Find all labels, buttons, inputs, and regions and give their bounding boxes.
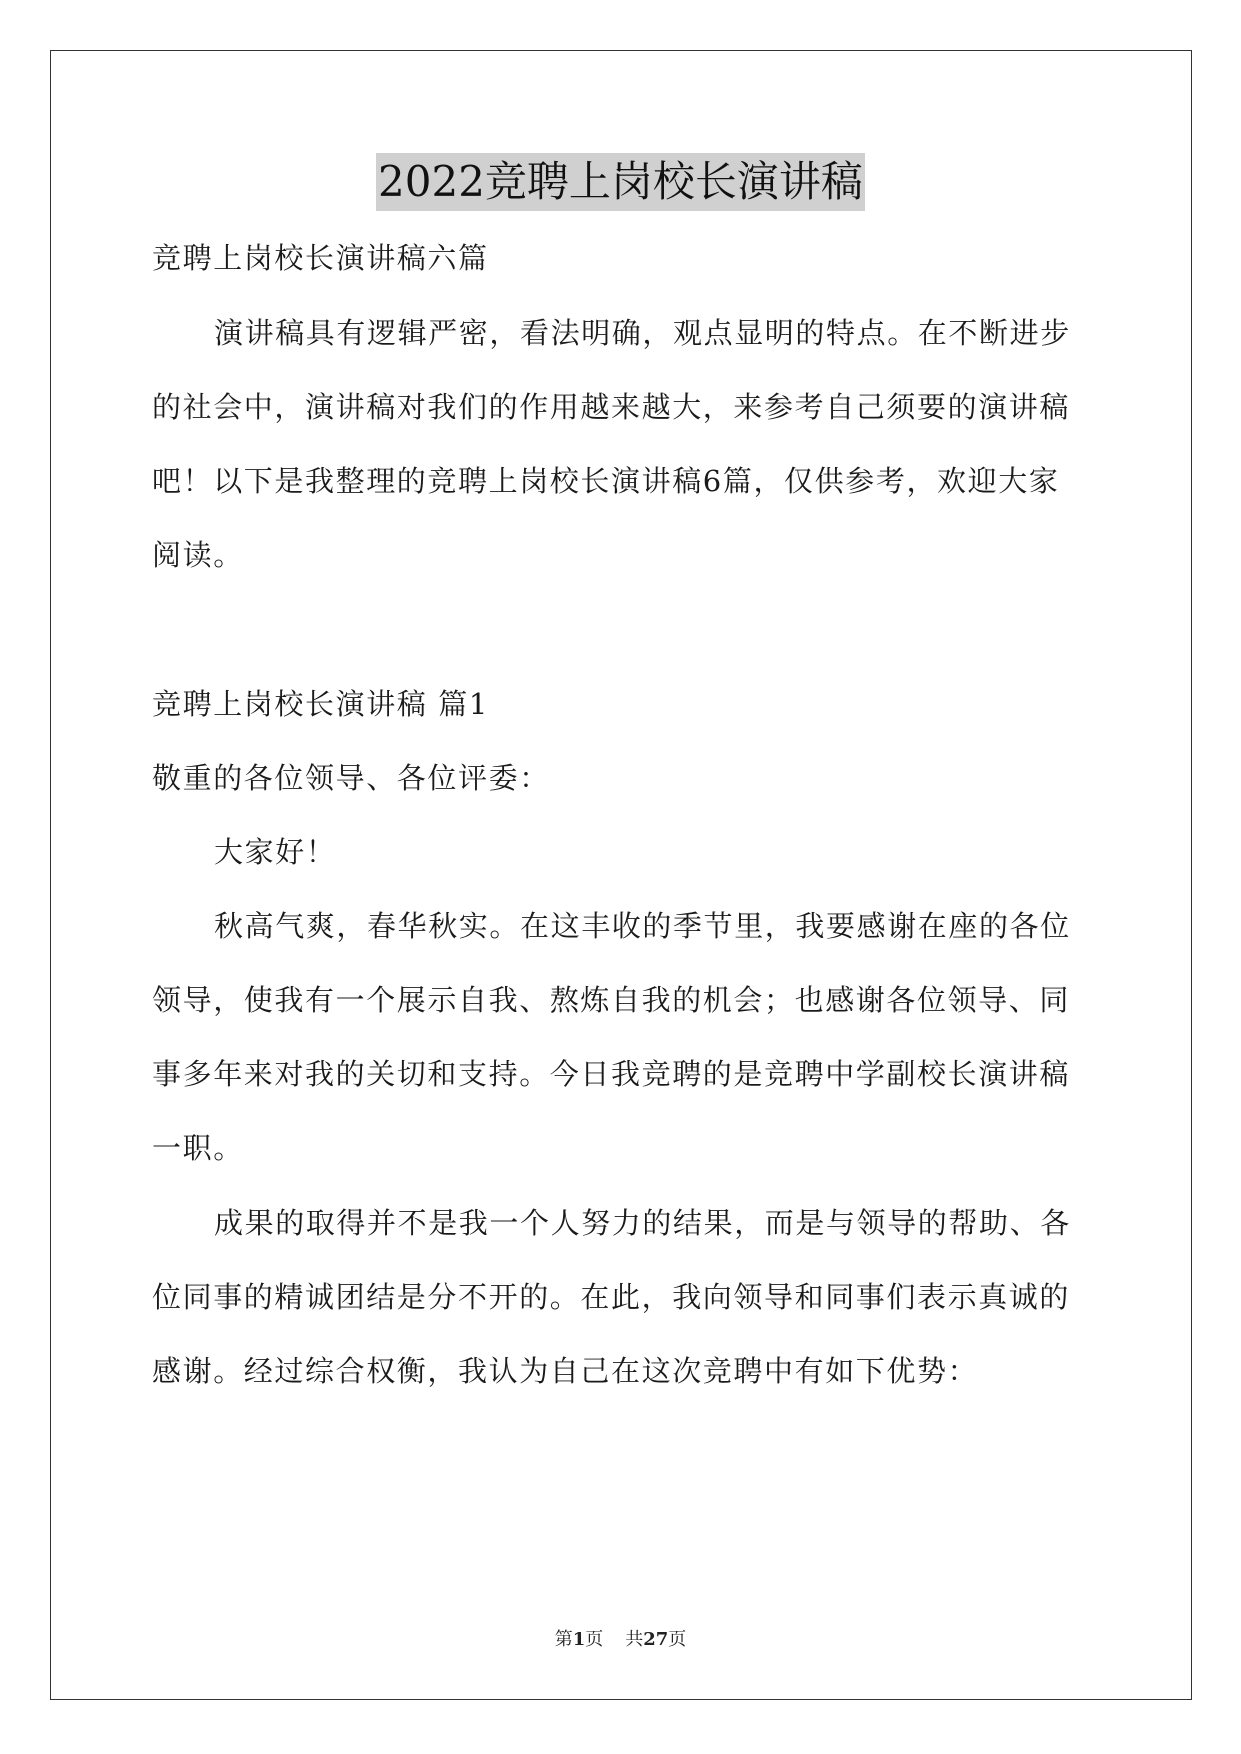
section-heading: 竞聘上岗校长演讲稿 篇1 [152, 687, 489, 721]
intro-line-2: 的社会中，演讲稿对我们的作用越来越大，来参考自己须要的演讲稿 [152, 390, 1071, 424]
page-current: 1 [572, 1629, 586, 1650]
salutation: 敬重的各位领导、各位评委： [152, 761, 550, 795]
paragraph1-line-3: 事多年来对我的关切和支持。今日我竞聘的是竞聘中学副校长演讲稿 [152, 1057, 1071, 1091]
intro-line-4: 阅读。 [152, 538, 244, 572]
page-total: 27 [643, 1629, 669, 1650]
document-subtitle: 竞聘上岗校长演讲稿六篇 [152, 241, 489, 275]
greeting: 大家好！ [214, 835, 337, 869]
title-container [0, 153, 1241, 211]
paragraph1-line-1: 秋高气爽，春华秋实。在这丰收的季节里，我要感谢在座的各位 [214, 909, 1071, 943]
paragraph1-line-2: 领导，使我有一个展示自我、熬炼自我的机会；也感谢各位领导、同 [152, 983, 1071, 1017]
document-title: 2022竞聘上岗校长演讲稿 [376, 153, 865, 211]
paragraph2-line-1: 成果的取得并不是我一个人努力的结果，而是与领导的帮助、各 [214, 1206, 1071, 1240]
paragraph1-line-4: 一职。 [152, 1131, 244, 1165]
total-prefix: 共 [625, 1629, 644, 1650]
page-border [50, 50, 1192, 1700]
page-prefix: 第 [554, 1629, 573, 1650]
paragraph2-line-2: 位同事的精诚团结是分不开的。在此，我向领导和同事们表示真诚的 [152, 1280, 1071, 1314]
total-suffix: 页 [668, 1629, 687, 1650]
intro-line-1: 演讲稿具有逻辑严密，看法明确，观点显明的特点。在不断进步 [214, 316, 1071, 350]
page-suffix: 页 [585, 1629, 604, 1650]
page-footer [0, 1628, 1241, 1652]
intro-line-3: 吧！以下是我整理的竞聘上岗校长演讲稿6篇，仅供参考，欢迎大家 [152, 464, 1060, 498]
paragraph2-line-3: 感谢。经过综合权衡，我认为自己在这次竞聘中有如下优势： [152, 1354, 979, 1388]
